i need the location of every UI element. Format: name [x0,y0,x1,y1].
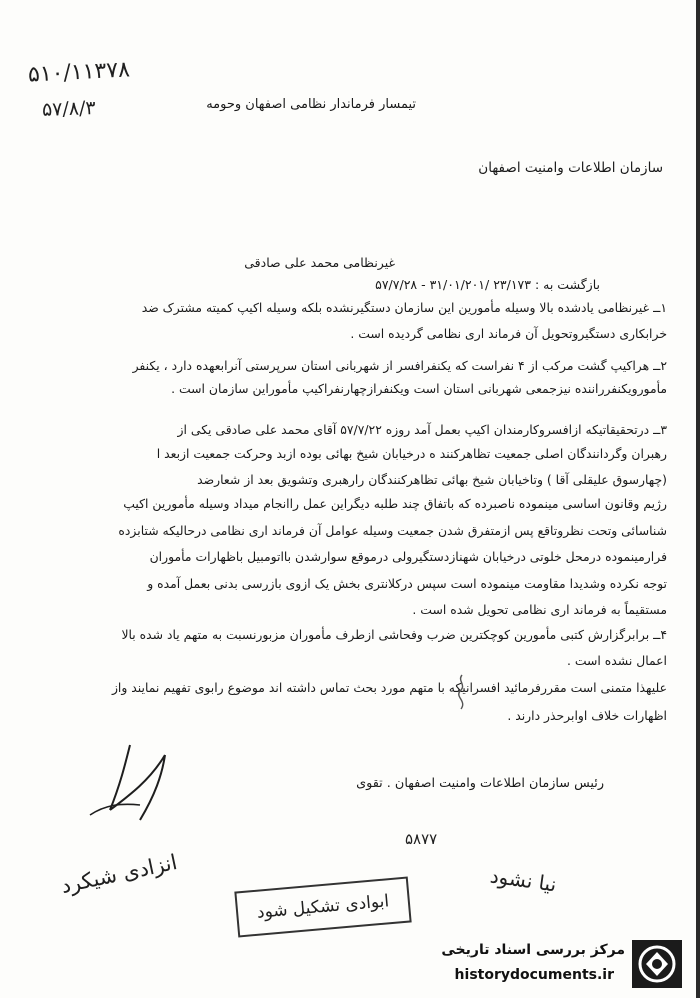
body-line: رژیم وقانون اساسی مینموده ناصبرده که باتفاق چند طلبه دیگراین عمل راانجام میداد وسیله مأمورین اکیپ [123,496,667,511]
body-line: خرابکاری دستگیروتحویل آن فرماند اری نظامی گردیده است . [350,326,667,341]
organization-name: سازمان اطلاعات وامنیت اصفهان [478,160,663,176]
signature-scribble [70,725,190,835]
body-line: ۳ــ درتحقیقاتیکه ازافسروکارمندان اکیپ بعمل آمد روزه ۵۷/۷/۲۲ آقای محمد علی صادقی یکی از [177,422,667,437]
signatory-title: رئیس سازمان اطلاعات وامنیت اصفهان . تقوی [356,776,604,791]
stamp-text: ابوادی تشکیل شود [256,891,390,923]
ink-mark [451,673,473,711]
body-line: فرارمینموده درمحل خلوتی درخیابان شهنازدستگیرولی درموقع سوارشدن بااتومبیل باظهارات مأموران [149,549,667,564]
body-line: اظهارات خلاف اوابرحذر دارند . [507,708,667,723]
reference-date: ۵۷/۸/۳ [41,97,96,121]
subject-line: غیرنظامی محمد علی صادقی [244,255,395,270]
return-reference: بازگشت به : ۲۳/۱۷۳ /۳۱/۰۱/۲۰۱ - ۵۷/۷/۲۸ [375,277,600,292]
reference-number: ۵۱۰/۱۱۳۷۸ [27,57,131,88]
body-line: اعمال نشده است . [566,653,667,668]
body-line: شناسائی وتحت نظروتاقع پس ازمتفرق شدن جمعیت وسیله عوامل آن فرماند اری نظامی درحالیکه شتابزده [118,523,667,538]
body-line: علیهذا متمنی است مقررفرمائید افسرانیکه با متهم مورد بحث تماس داشته اند موضوع رابوی تفهیم نمایند واز [111,680,667,695]
handwritten-note-left: انزادی شیکرد [58,849,180,899]
body-line: (چهارسوق علیقلی آقا ) وتاخیابان شیخ بهائی تظاهرکنندگان رارهبری وتشویق بعد از شعارضد [197,472,667,487]
body-line: مأمورویکنفرراننده نیزجمعی شهربانی استان است ویکنفرازچهارنفراکیپ مأموراین سازمان است . [171,381,667,396]
archive-stamp [234,877,411,938]
scan-edge [696,0,700,998]
body-line: مستقیماً به فرماند اری نظامی تحویل شده است . [412,602,667,617]
body-line: ۴ــ برابرگزارش کتبی مأمورین کوچکترین ضرب وفحاشی ازطرف مأموران مزبورنسبت به متهم یاد شده بالا [121,627,667,642]
watermark-brand: مرکز بررسی اسناد تاریخی [441,942,625,958]
handwritten-number: ۵۸۷۷ [405,830,438,848]
body-line: توجه نکرده وشدیدا مقاومت مینموده است سپس درکلانتری بخش یک ازوی بازرسی بدنی بعمل آمده و [147,576,667,591]
handwritten-note-right: نیا نشود [488,863,559,897]
body-line: ۱ــ غیرنظامی یادشده بالا وسیله مأمورین این سازمان دستگیرنشده بلکه وسیله اکیپ کمیته مشترک ضد [141,300,667,315]
recipient-line: تیمسار فرماندار نظامی اصفهان وحومه [206,97,416,112]
body-line: رهبران وگردانندگان اصلی جمعیت تظاهرکنند ه درخیابان شیخ بهائی بوده ازبد وحرکت جمعیت ازبعد ا [156,446,667,461]
watermark-url: historydocuments.ir [454,967,614,983]
archive-logo-icon [632,940,682,988]
body-line: ۲ــ هراکیپ گشت مرکب از ۴ نفراست که یکنفرافسر از شهربانی استان سرپرستی آنرابعهده دارد ، یکنفر [132,358,667,373]
